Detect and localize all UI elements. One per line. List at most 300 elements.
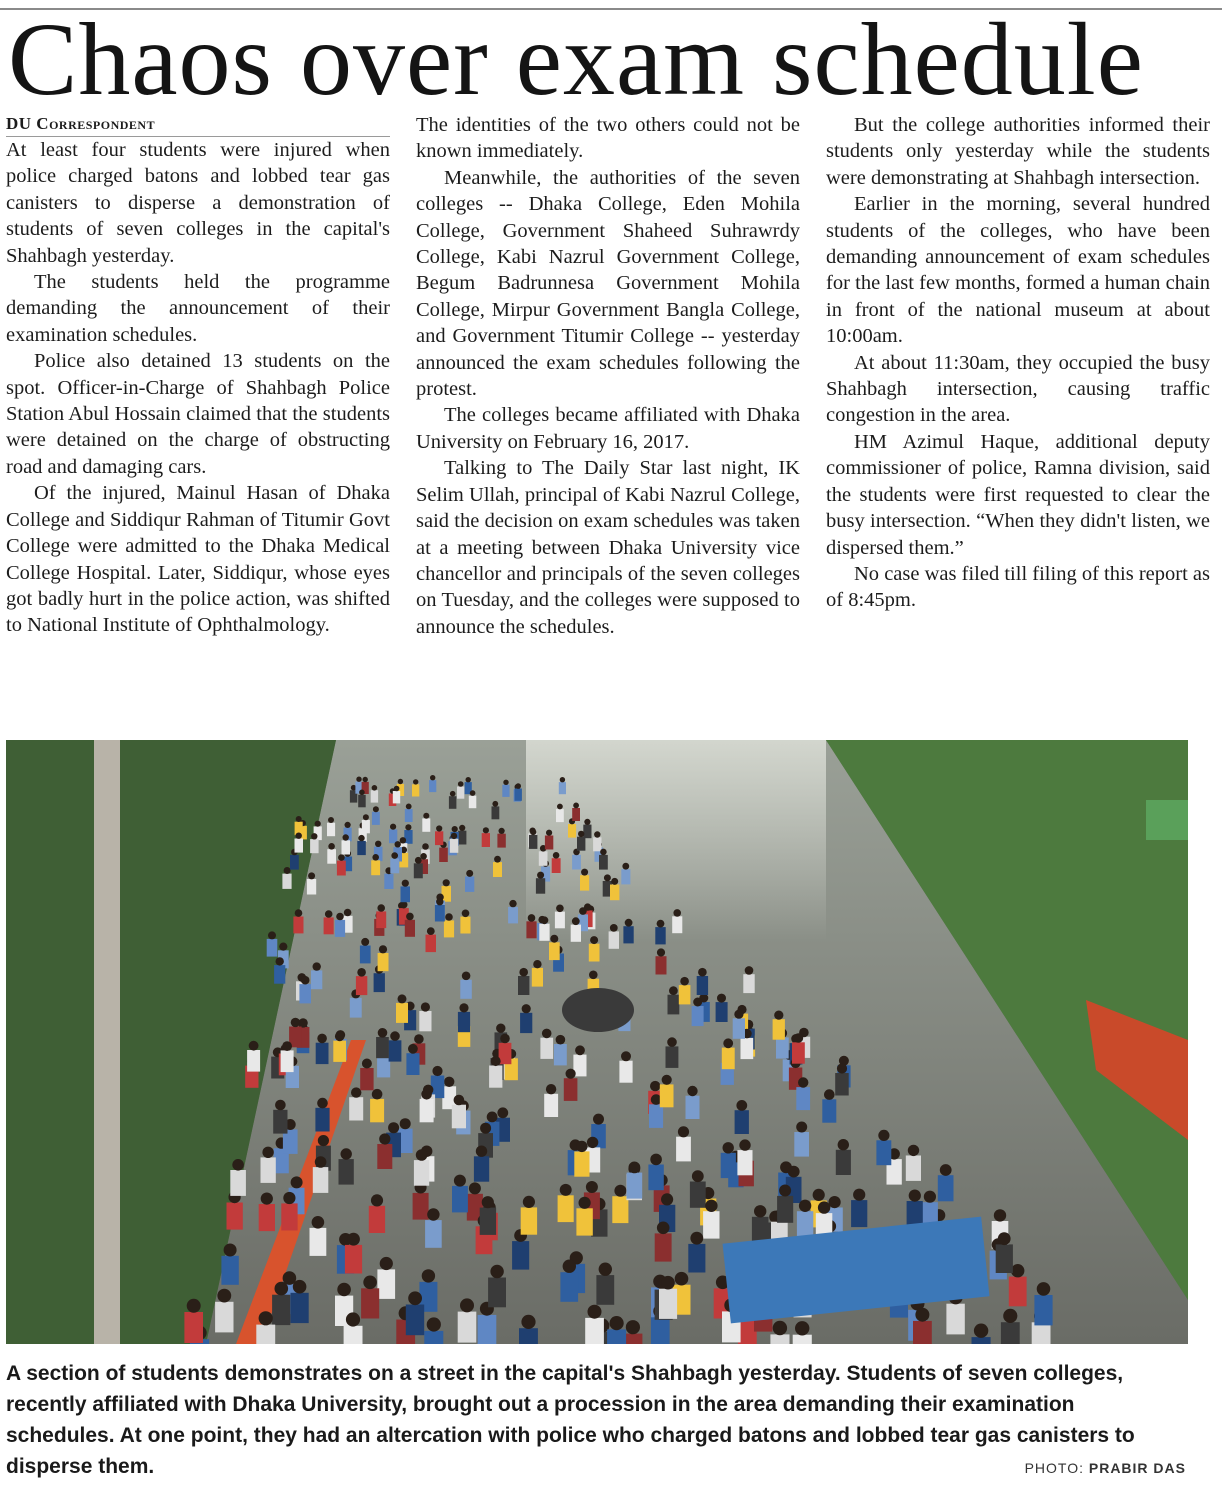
crowd-figure: [502, 785, 509, 797]
crowd-figure: [651, 1317, 670, 1344]
crowd-figure-head: [476, 1146, 487, 1157]
crowd-figure: [474, 1156, 489, 1181]
crowd-figure: [327, 849, 336, 864]
crowd-figure-head: [522, 1004, 531, 1013]
crowd-figure-head: [560, 777, 565, 782]
crowd-figure-head: [469, 1182, 481, 1194]
crowd-figure: [676, 1137, 691, 1162]
paragraph: But the college authorities informed their students only yesterday while the students were demonstrating at Shahbagh intersection.: [826, 114, 1210, 189]
crowd-figure-head: [657, 1222, 670, 1235]
crowd-figure-head: [824, 1089, 835, 1100]
crowd-figure: [572, 808, 580, 821]
crowd-figure-head: [466, 777, 471, 782]
crowd-figure-head: [308, 872, 315, 879]
crowd-figure: [938, 1175, 954, 1201]
crowd-figure-head: [1011, 1264, 1024, 1277]
crowd-figure: [515, 789, 522, 801]
crowd-figure-head: [773, 1321, 787, 1335]
crowd-figure: [307, 879, 316, 895]
crowd-figure-head: [546, 1084, 556, 1094]
crowd-figure: [360, 1068, 373, 1090]
crowd-figure-head: [296, 833, 302, 839]
crowd-figure: [743, 974, 754, 993]
crowd-figure: [299, 984, 311, 1003]
crowd-figure: [339, 1159, 354, 1185]
crowd-figure-head: [838, 1139, 849, 1150]
crowd-figure-head: [499, 828, 505, 834]
crowd-figure-head: [378, 1028, 388, 1038]
crowd-figure: [267, 939, 278, 957]
crowd-figure-head: [626, 1320, 640, 1334]
crowd-figure-head: [572, 917, 580, 925]
crowd-figure-head: [698, 968, 707, 977]
crowd-figure: [655, 927, 665, 944]
crowd-figure: [776, 1037, 789, 1058]
photo-credit: [1025, 1460, 1186, 1476]
crowd-figure: [532, 968, 543, 987]
crowd-figure-head: [588, 1305, 602, 1319]
crowd-figure: [311, 970, 322, 989]
crowd-figure-head: [373, 806, 379, 812]
crowd-figure: [247, 1050, 260, 1072]
crowd-figure-head: [650, 1081, 660, 1091]
crowd-figure-head: [351, 1087, 361, 1097]
crowd-figure: [361, 1288, 379, 1318]
crowd-figure: [716, 1002, 728, 1022]
crowd-figure: [215, 1302, 233, 1333]
crowd-figure-head: [344, 909, 352, 917]
crowd-figure-head: [1037, 1282, 1051, 1296]
crowd-figure-head: [408, 1291, 422, 1305]
crowd-figure: [913, 1321, 932, 1344]
crowd-figure-head: [491, 1056, 501, 1066]
crowd-figure-head: [249, 1041, 259, 1051]
umbrella: [562, 988, 634, 1032]
crowd-figure: [797, 1211, 813, 1238]
crowd-figure-head: [390, 1031, 400, 1041]
crowd-figure: [493, 862, 502, 877]
crowd-figure-head: [563, 1260, 576, 1273]
crowd-figure-head: [458, 781, 464, 787]
crowd-figure-head: [594, 831, 600, 837]
crowd-figure-head: [313, 962, 321, 970]
crowd-figure-head: [614, 1185, 626, 1197]
crowd-figure-head: [452, 826, 458, 832]
crowd-figure-head: [454, 1175, 466, 1187]
crowd-figure: [414, 1160, 429, 1186]
crowd-figure: [335, 920, 345, 937]
crowd-figure: [420, 1099, 434, 1122]
crowd-figure: [649, 1104, 663, 1128]
crowd-figure: [449, 796, 457, 809]
crowd-figure-head: [675, 1272, 689, 1286]
crowd-figure: [406, 1053, 419, 1075]
byline: [6, 112, 390, 137]
paragraph: Talking to The Daily Star last night, IK Selim Ullah, principal of Kabi Nazrul College, said the decision on exam schedules was taken at a meeting between Dhaka University vice chancellor and principals of the seven colleges on Tuesday, and the colleges were supposed to announce the schedules.: [416, 457, 800, 638]
paragraph: The colleges became affiliated with Dhaka University on February 16, 2017.: [416, 404, 800, 453]
crowd-figure-head: [436, 825, 442, 831]
crowd-figure: [465, 877, 474, 892]
crowd-figure-head: [490, 1265, 503, 1278]
crowd-figure: [946, 1304, 964, 1335]
crowd-figure-head: [494, 856, 501, 863]
crowd-figure-head: [291, 1176, 303, 1188]
crowd-figure: [610, 885, 619, 901]
crowd-figure: [571, 925, 581, 942]
crowd-figure: [599, 855, 608, 870]
crowd-figure-head: [586, 1181, 598, 1193]
crowd-figure: [560, 1272, 578, 1302]
crowd-figure: [422, 818, 430, 831]
crowd-figure: [230, 1170, 246, 1196]
crowd-figure-head: [261, 1193, 273, 1205]
paragraph: Meanwhile, the authorities of the seven colleges -- Dhaka College, Eden Mohila College, Government Shaheed Suhrawrdy College, Kabi Nazrul Government College, Begum Badrunnesa Government Mohila College, Mirpur Government Bangla College, and Government Titumir College -- yesterday announced the exam schedules following the protest.: [416, 166, 800, 401]
paragraph: HM Azimul Haque, additional deputy commissioner of police, Ramna division, said the students were first requested to clear the busy intersection. “When they didn't listen, we dispersed them.”: [826, 430, 1210, 559]
crowd-figure-head: [556, 905, 564, 913]
crowd-figure-head: [482, 1196, 494, 1208]
crowd-figure-head: [470, 790, 476, 796]
crowd-figure-head: [829, 1196, 841, 1208]
crowd-figure-head: [422, 1269, 435, 1282]
crowd-figure-head: [541, 916, 549, 924]
crowd-figure-head: [400, 901, 407, 908]
crowd-figure-head: [443, 879, 450, 886]
crowd-figure-head: [283, 1192, 295, 1204]
crowd-figure-head: [661, 1193, 673, 1205]
crowd-figure-head: [657, 920, 665, 928]
crowd-figure: [836, 1150, 851, 1175]
crowd-figure-head: [799, 1200, 811, 1212]
crowd-figure-head: [503, 780, 508, 785]
crowd-figure: [609, 931, 619, 948]
crowd-figure-head: [380, 1257, 393, 1270]
crowd-figure-head: [436, 898, 443, 905]
crowd-figure: [310, 839, 319, 853]
crowd-figure-head: [542, 1029, 552, 1039]
crowd-figure-head: [363, 1276, 377, 1290]
crowd-figure: [324, 917, 334, 934]
crowd-figure-head: [533, 960, 541, 968]
crowd-figure: [389, 1040, 402, 1061]
crowd-figure: [796, 1087, 810, 1110]
crowd-figure: [773, 1019, 785, 1039]
crowd-figure-head: [500, 1034, 510, 1044]
crowd-figure: [337, 861, 346, 876]
crowd-figure-head: [575, 1045, 585, 1055]
crowd-figure-head: [375, 841, 381, 847]
crowd-figure-head: [566, 1069, 576, 1079]
crowd-figure: [623, 926, 633, 943]
crowd-figure: [458, 1012, 470, 1032]
crowd-figure-head: [723, 1142, 734, 1153]
crowd-figure: [413, 1193, 429, 1220]
crowd-figure: [295, 839, 304, 853]
crowd-figure-head: [878, 1130, 889, 1141]
utility-pole: [94, 740, 120, 1344]
paragraph: The identities of the two others could not be known immediately.: [416, 114, 800, 163]
crowd-figure-head: [578, 831, 584, 837]
crowd-figure: [688, 1244, 705, 1273]
crowd-figure: [580, 875, 589, 890]
crowd-figure: [425, 1220, 442, 1248]
crowd-figure: [536, 878, 545, 894]
crowd-figure: [794, 1132, 809, 1157]
crowd-figure: [424, 1331, 443, 1344]
crowd-figure-head: [998, 1232, 1011, 1245]
crowd-figure: [607, 1329, 626, 1344]
crowd-figure: [362, 820, 370, 833]
crowd-figure-head: [734, 1010, 743, 1019]
crowd-figure: [520, 1013, 532, 1033]
crowd-figure: [619, 1061, 632, 1083]
crowd-figure: [583, 825, 591, 839]
crowd-figure: [521, 1207, 537, 1234]
crowd-figure-head: [610, 1316, 624, 1330]
crowd-figure: [559, 782, 566, 794]
crowd-figure-head: [357, 968, 366, 977]
crowd-figure-head: [187, 1299, 201, 1313]
crowd-figure-head: [451, 833, 457, 839]
crowd-figure-head: [853, 1189, 865, 1201]
crowd-figure-head: [432, 1066, 442, 1076]
crowd-figure: [316, 1043, 329, 1064]
crowd-figure-head: [667, 1037, 677, 1047]
credit-name: PRABIR DAS: [1088, 1460, 1186, 1476]
crowd-figure-head: [282, 1041, 292, 1051]
crowd-figure: [290, 855, 299, 870]
crowd-figure-head: [345, 822, 351, 828]
crowd-figure: [792, 1042, 805, 1063]
crowd-figure: [372, 812, 380, 825]
crowd-figure-head: [515, 783, 521, 789]
crowd-figure-head: [338, 854, 345, 861]
crowd-figure-head: [462, 910, 470, 918]
crowd-figure-head: [420, 853, 427, 860]
crowd-figure-head: [315, 821, 321, 827]
crowd-figure: [492, 806, 500, 819]
crowd-figure-head: [361, 938, 369, 946]
crowd-figure: [735, 1110, 749, 1134]
crowd-figure-head: [259, 1311, 273, 1325]
crowd-figure-head: [593, 1114, 604, 1125]
crowd-figure-head: [818, 1201, 830, 1213]
crowd-figure: [593, 837, 601, 851]
crowd-figure-head: [315, 1156, 327, 1168]
crowd-figure: [281, 1203, 297, 1230]
crowd-figure-head: [537, 872, 544, 879]
crowd-figure: [721, 1153, 736, 1178]
crowd-figure-head: [328, 843, 335, 850]
crowd-figure: [396, 1003, 408, 1023]
crowd-figure: [345, 1245, 362, 1274]
crowd-figure: [679, 985, 691, 1004]
crowd-figure-head: [284, 867, 291, 874]
crowd-figure: [419, 1011, 431, 1031]
crowd-figure: [552, 858, 561, 873]
crowd-figure-head: [466, 870, 473, 877]
crowd-figure-head: [337, 1283, 351, 1297]
crowd-figure: [457, 787, 464, 799]
paragraph: At about 11:30am, they occupied the busy Shahbagh intersection, causing traffic congestion in the area.: [826, 351, 1210, 427]
crowd-figure: [333, 1041, 346, 1062]
crowd-figure-head: [788, 1166, 800, 1178]
crowd-figure: [342, 840, 351, 854]
byline-text: DU Correspondent: [6, 114, 156, 133]
crowd-figure-head: [372, 1089, 383, 1100]
crowd-figure: [356, 976, 367, 995]
crowd-figure: [545, 836, 553, 850]
crowd-figure-head: [521, 1315, 535, 1329]
crowd-figure-head: [796, 1122, 807, 1133]
crowd-figure-head: [414, 1034, 424, 1044]
crowd-figure-head: [312, 1216, 325, 1229]
crowd-figure: [274, 965, 285, 984]
crowd-figure: [458, 1312, 477, 1343]
crowd-figure: [972, 1337, 991, 1344]
crowd-figure: [539, 924, 549, 941]
crowd-figure-head: [372, 854, 379, 861]
crowd-figure-head: [678, 1126, 689, 1137]
crowd-figure: [374, 973, 385, 992]
paragraph: Police also detained 13 students on the spot. Officer-in-Charge of Shahbagh Police Station Abul Hossain claimed that the students were detained on the charge of obstructing road and damaging cars.: [6, 350, 390, 478]
crowd-figure: [272, 1295, 290, 1325]
crowd-figure: [376, 1037, 389, 1058]
crowd-figure: [666, 1046, 679, 1068]
crowd-figure-head: [325, 910, 333, 918]
crowd-figure: [686, 1096, 700, 1119]
crowd-figure-head: [629, 1162, 641, 1174]
crowd-figure: [1032, 1322, 1051, 1344]
crowd-figure: [435, 831, 443, 845]
crowd-figure-head: [924, 1191, 936, 1203]
crowd-figure: [488, 1278, 506, 1308]
crowd-figure: [460, 980, 472, 999]
crowd-figure-head: [400, 837, 406, 843]
crowd-figure: [835, 1073, 849, 1096]
headline: Chaos over exam schedule: [8, 2, 1144, 117]
crowd-figure: [357, 841, 366, 855]
crowd-figure: [668, 995, 680, 1015]
crowd-figure-head: [262, 1147, 273, 1158]
crowd-figure: [390, 859, 399, 874]
crowd-figure: [656, 956, 667, 974]
crowd-figure-head: [736, 1100, 747, 1111]
crowd-figure: [377, 1269, 395, 1299]
crowd-figure-head: [391, 852, 398, 859]
crowd-figure: [777, 1196, 793, 1223]
crowd-figure: [793, 1335, 812, 1344]
crowd-figure: [659, 1289, 677, 1319]
crowd-figure-head: [317, 1098, 328, 1109]
crowd-figure: [349, 1097, 363, 1120]
crowd-figure: [371, 790, 378, 802]
crowd-figure: [369, 1206, 385, 1233]
crowd-figure-head: [487, 1112, 498, 1123]
crowd-figure-head: [356, 777, 361, 782]
crowd-figure-head: [546, 830, 552, 836]
news-photo: [6, 740, 1188, 1344]
crowd-figure-head: [523, 1196, 535, 1208]
crowd-figure-head: [692, 1170, 704, 1182]
crowd-figure: [313, 1167, 329, 1193]
crowd-figure-head: [590, 936, 598, 944]
crowd-figure-head: [611, 878, 618, 885]
crowd-figure: [627, 1173, 643, 1199]
crowd-figure-head: [377, 904, 385, 912]
crowd-figure-head: [408, 1044, 418, 1054]
crowd-figure: [478, 1315, 497, 1344]
crowd-figure-head: [445, 913, 453, 921]
crowd-figure-head: [940, 1164, 952, 1176]
crowd-figure: [554, 1044, 567, 1065]
photo-caption: A section of students demonstrates on a street in the capital's Shahbagh yesterday. Students of seven colleges, recently affiliated with Dhaka University, brought out a procession in the area demanding their examination schedules. At one point, they had an altercation with police who charged batons and lobbed tear gas canisters to disperse them.: [6, 1362, 1135, 1478]
crowd-figure-head: [774, 1011, 783, 1020]
crowd-figure: [519, 1328, 538, 1344]
crowd-figure: [574, 1151, 589, 1176]
crowd-figure-head: [483, 827, 489, 833]
crowd-figure-head: [400, 1118, 411, 1129]
crowd-figure: [621, 869, 630, 884]
crowd-figure-head: [599, 1263, 612, 1276]
crowd-figure: [414, 863, 423, 878]
crowd-figure: [327, 823, 335, 837]
crowd-figure: [350, 998, 362, 1018]
crowd-figure: [360, 946, 371, 964]
crowd-figure: [508, 907, 518, 924]
crowd-figure: [376, 911, 386, 928]
crowd-figure: [444, 920, 454, 937]
crowd-figure-head: [450, 791, 456, 797]
crowd-figure-head: [343, 834, 349, 840]
crowd-figure-head: [915, 1308, 929, 1322]
crowd-figure-head: [371, 1194, 383, 1206]
crowd-figure: [489, 1066, 502, 1088]
crowd-figure: [452, 1186, 468, 1213]
crowd-figure-head: [406, 804, 412, 810]
crowd-figure-head: [317, 1034, 327, 1044]
crowd-figure-head: [427, 927, 435, 935]
crowd-figure-head: [693, 998, 702, 1007]
crowd-figure-head: [680, 977, 689, 986]
crowd-figure-head: [341, 1148, 352, 1159]
crowd-figure: [660, 1084, 674, 1107]
crowd-figure-head: [795, 1321, 809, 1335]
crowd-figure: [576, 1208, 592, 1235]
crowd-figure: [703, 1211, 719, 1238]
crowd-figure-head: [553, 852, 560, 859]
crowd-figure-head: [379, 1133, 390, 1144]
crowd-figure-head: [398, 994, 407, 1003]
paragraph: Of the injured, Mainul Hasan of Dhaka College and Siddiqur Rahman of Titumir Govt College were admitted to the Dhaka Medical College Hospital. Later, Siddiqur, whose eyes got badly hurt in the police action, was shifted to National Institute of Ophthalmology.: [6, 482, 390, 637]
crowd-figure-head: [398, 779, 403, 784]
crowd-figure: [822, 1099, 836, 1122]
crowd-figure-head: [358, 835, 364, 841]
crowd-figure: [401, 886, 411, 902]
crowd-figure-head: [579, 1197, 591, 1209]
crowd-figure-head: [296, 816, 302, 822]
crowd-figure-head: [421, 1089, 432, 1100]
crowd-figure-head: [690, 1232, 703, 1245]
crowd-figure-head: [584, 819, 590, 825]
crowd-figure-head: [739, 1139, 750, 1150]
crowd-figure-head: [362, 1059, 372, 1069]
crowd-figure: [497, 834, 505, 848]
crowd-figure: [851, 1200, 867, 1227]
crowd-figure: [281, 1050, 294, 1072]
crowd-figure: [358, 795, 366, 808]
crowd-figure-head: [662, 1075, 672, 1085]
crowd-figure: [733, 1018, 745, 1039]
